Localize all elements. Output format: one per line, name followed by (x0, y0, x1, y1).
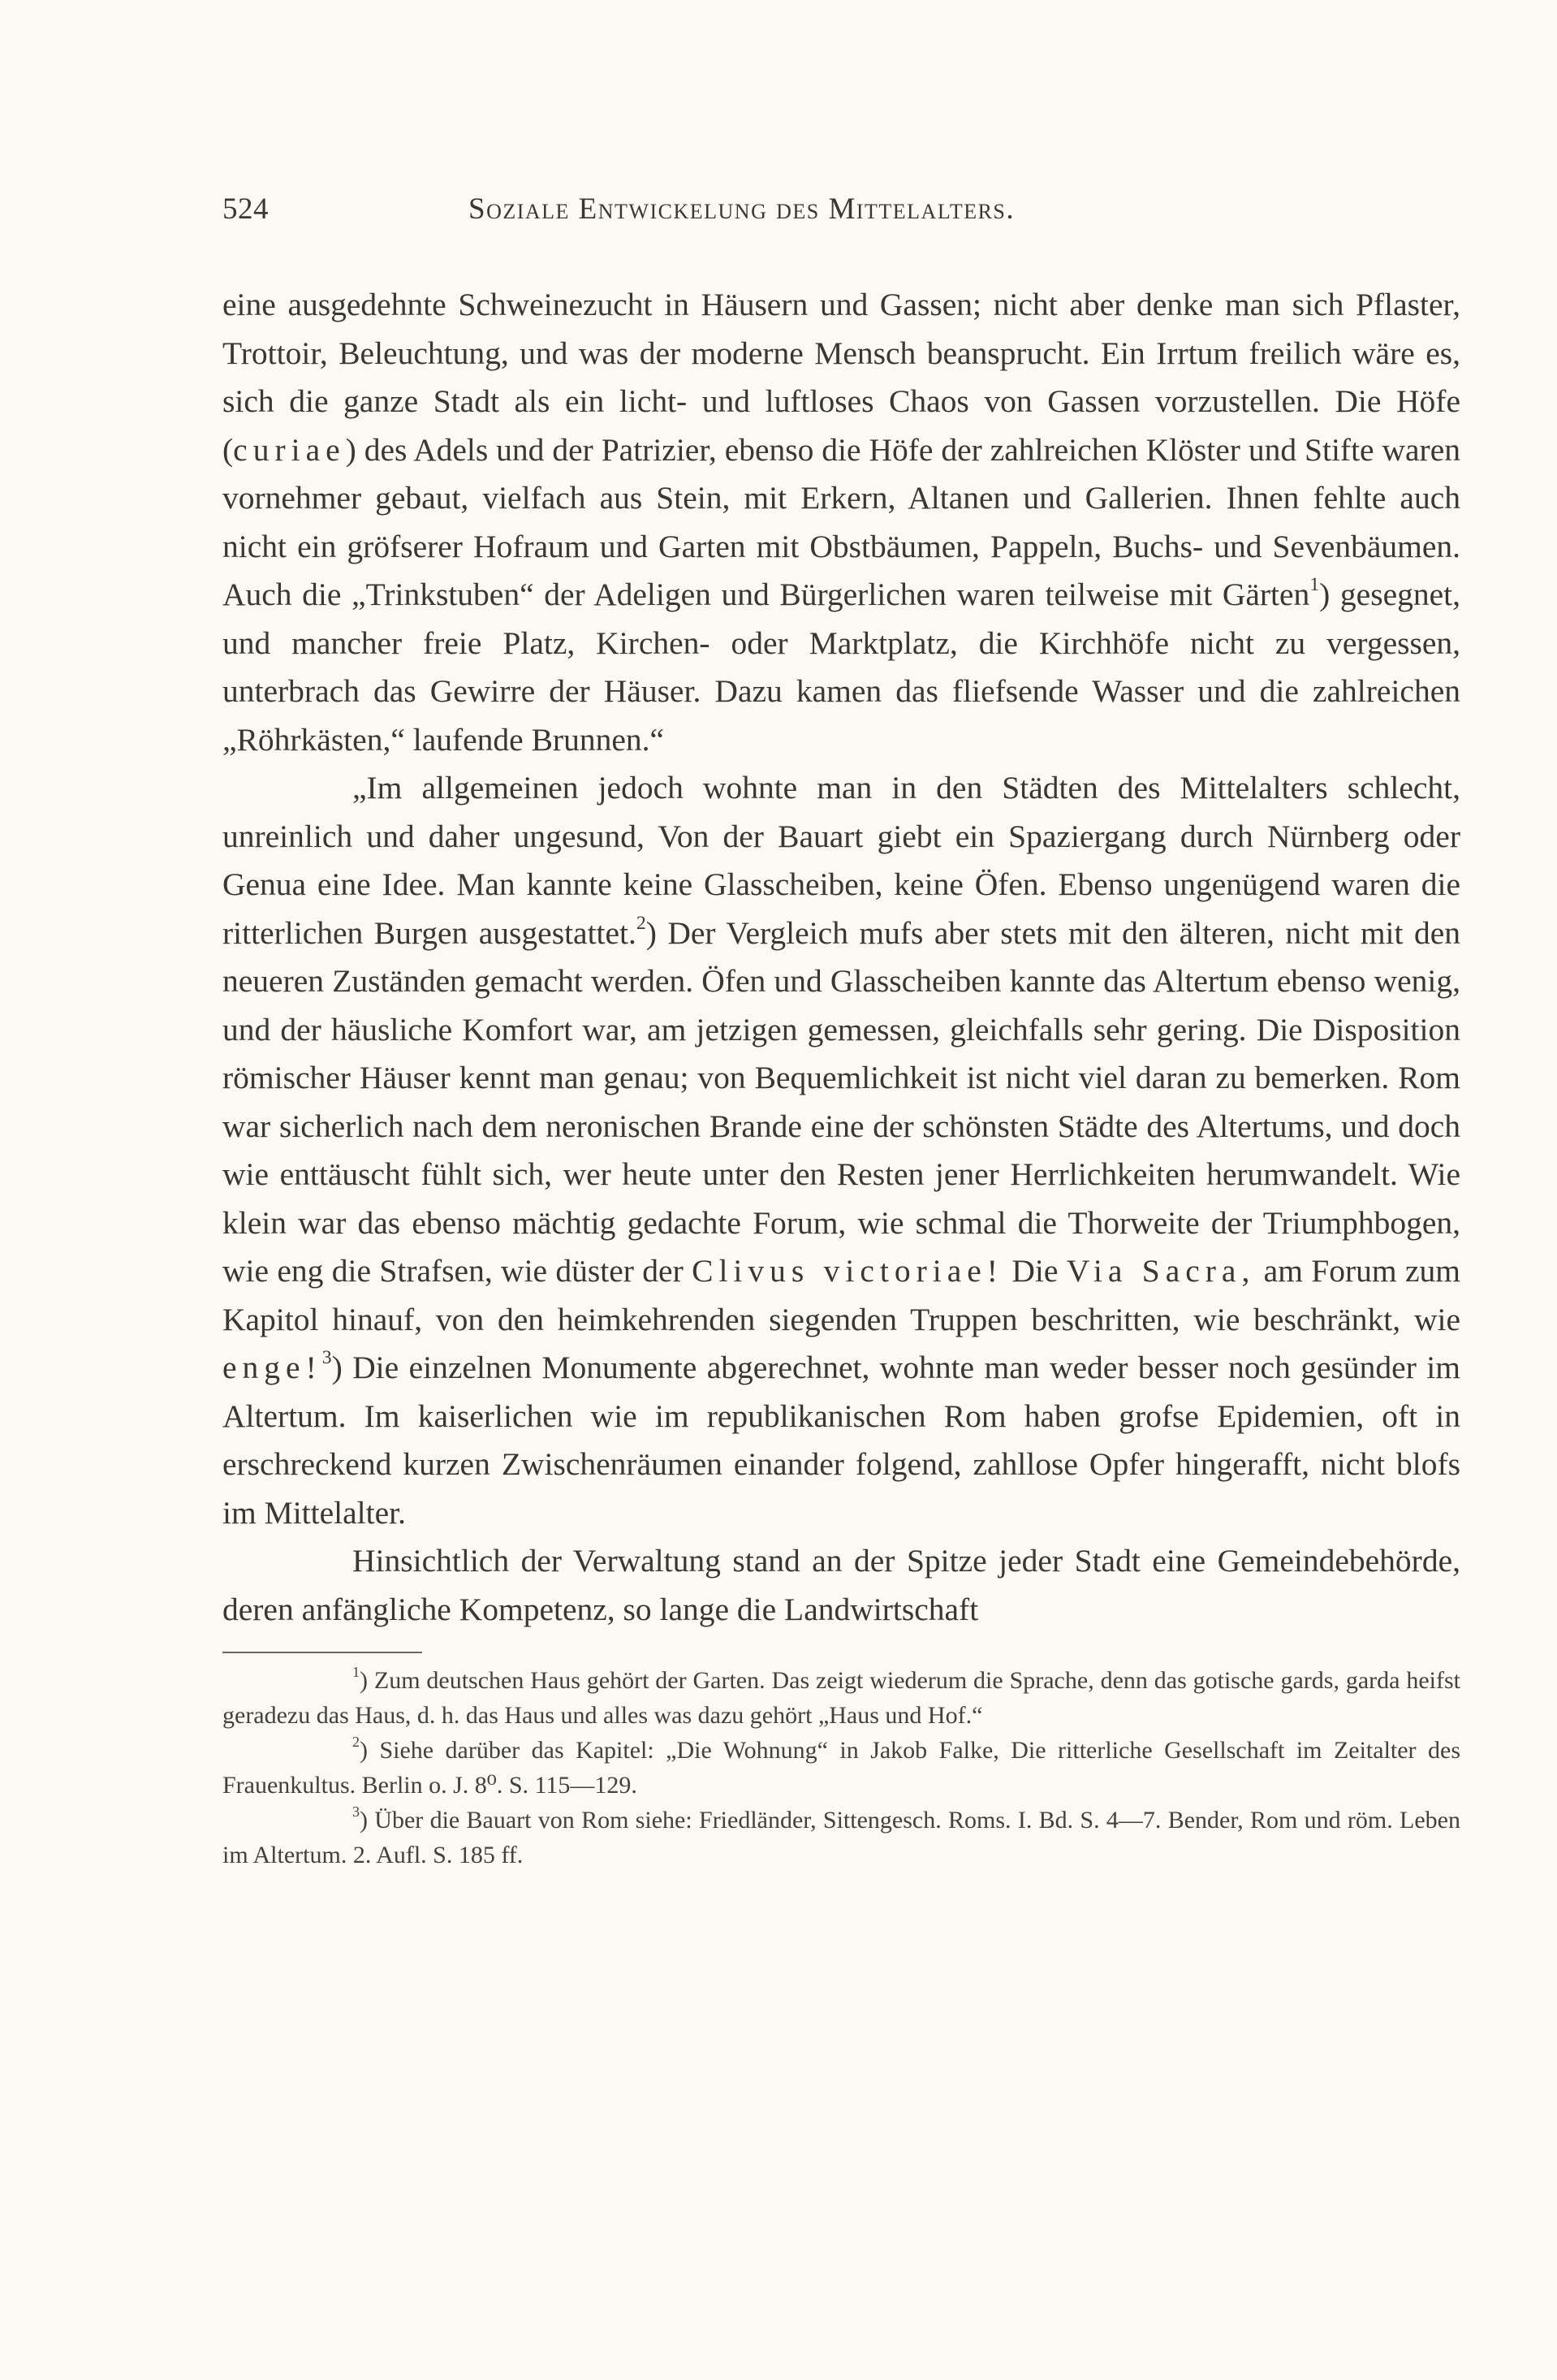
footnote-mark-3: 3 (352, 1803, 360, 1821)
page-number: 524 (222, 192, 269, 226)
paragraph-1 (222, 281, 1460, 764)
emphasis-via-sacra: Via Sacra, (1066, 1253, 1256, 1289)
emphasis-enge: enge! (222, 1350, 322, 1385)
text-run: ) Die einzelnen Monumente abgerechnet, wohnte man weder besser noch gesünder im Altertum. Im kaiserlichen wie im republikanischen Rom haben grofse Epidemien, oft in erschreckend kurzen Zwischenräumen einander folgend, zahllose Opfer hingerafft, nicht blofs im Mittelalter. (222, 1350, 1460, 1531)
footnote-mark-1: 1 (352, 1664, 360, 1681)
footnote-2 (222, 1733, 1460, 1803)
emphasis-clivus: Clivus victoriae! (692, 1253, 1003, 1289)
footnote-mark-2: 2 (352, 1734, 360, 1751)
footnote-ref-2[interactable]: 2 (636, 912, 646, 934)
paragraph-3: Hinsichtlich der Verwaltung stand an der Spitze jeder Stadt eine Gemeindebehörde, deren anfängliche Kompetenz, so lange die Landwirtschaft (222, 1543, 1460, 1627)
body-text (222, 281, 1460, 1634)
footnote-text: ) Über die Bauart von Rom siehe: Friedländer, Sittengesch. Roms. I. Bd. S. 4—7. Bender, Rom und röm. Leben im Altertum. 2. Aufl. S. 185 ff. (222, 1807, 1460, 1868)
text-run: am Forum zum Kapitol hinauf, von den heimkehrenden siegenden Truppen beschritten, wie beschränkt, wie (222, 1253, 1460, 1337)
footnote-1 (222, 1663, 1460, 1733)
emphasis-curiae: curiae (233, 431, 346, 468)
text-run: „Im allgemeinen jedoch wohnte man in den Städten des Mittelalters schlecht, unreinlich und daher ungesund, Von der Bauart giebt ein Spaziergang durch Nürnberg oder Genua eine Idee. Man kannte keine Glasscheiben, keine Öfen. Ebenso ungenügend waren die ritterlichen Burgen ausgestattet. (222, 770, 1460, 951)
text-run: ) des Adels und der Patrizier, ebenso die Höfe der zahlreichen Klöster und Stifte waren vornehmer gebaut, vielfach aus Stein, mit Erkern, Altanen und Gallerien. Ihnen fehlte auch nicht ein gröfserer Hofraum und Garten mit Obstbäumen, Pappeln, Buchs- und Sevenbäumen. Auch die „Trinkstuben“ der Adeligen und Bürgerlichen waren teilweise mit Gärten (222, 431, 1460, 612)
footnote-3 (222, 1803, 1460, 1872)
running-head (222, 192, 1460, 240)
text-run: eine ausgedehnte Schweinezucht in Häusern und Gassen; nicht aber denke man sich Pflaster, Trottoir, Beleuchtung, und was der moderne Mensch beansprucht. Ein Irrtum freilich wäre es, sich die ganze Stadt als ein licht- und luftloses Chaos von Gassen vorzustellen. Die Höfe ( (222, 287, 1460, 468)
footnote-ref-3[interactable]: 3 (321, 1347, 332, 1369)
footnote-divider (222, 1652, 422, 1653)
text-run: ) gesegnet, und mancher freie Platz, Kirchen- oder Marktplatz, die Kirchhöfe nicht zu vergessen, unterbrach das Gewirre der Häuser. Dazu kamen das fliefsende Wasser und die zahlreichen „Röhrkästen,“ laufende Brunnen.“ (222, 577, 1460, 758)
footnote-text: ) Siehe darüber das Kapitel: „Die Wohnung“ in Jakob Falke, Die ritterliche Gesellschaft im Zeitalter des Frauenkultus. Berlin o. J. 8⁰. S. 115—129. (222, 1737, 1460, 1799)
running-title: Soziale Entwickelung des Mittelalters. (468, 192, 1016, 226)
paragraph-2 (222, 764, 1460, 1537)
footnote-ref-1[interactable]: 1 (1309, 574, 1320, 596)
footnotes (222, 1663, 1460, 1872)
text-run: Die (1003, 1253, 1067, 1289)
footnote-text: ) Zum deutschen Haus gehört der Garten. Das zeigt wiederum die Sprache, denn das gotische gards, garda heifst geradezu das Haus, d. h. das Haus und alles was dazu gehört „Haus und Hof.“ (222, 1667, 1460, 1729)
book-page (222, 192, 1460, 1872)
text-run: ) Der Vergleich mufs aber stets mit den älteren, nicht mit den neueren Zuständen gemacht werden. Öfen und Glasscheiben kannte das Altertum ebenso wenig, und der häusliche Komfort war, am jetzigen gemessen, gleichfalls sehr gering. Die Disposition römischer Häuser kennt man genau; von Bequemlichkeit ist nicht viel daran zu bemerken. Rom war sicherlich nach dem neronischen Brande eine der schönsten Städte des Altertums, und doch wie enttäuscht fühlt sich, wer heute unter den Resten jener Herrlichkeiten herumwandelt. Wie klein war das ebenso mächtig gedachte Forum, wie schmal die Thorweite der Triumphbogen, wie eng die Strafsen, wie düster der (222, 914, 1460, 1289)
